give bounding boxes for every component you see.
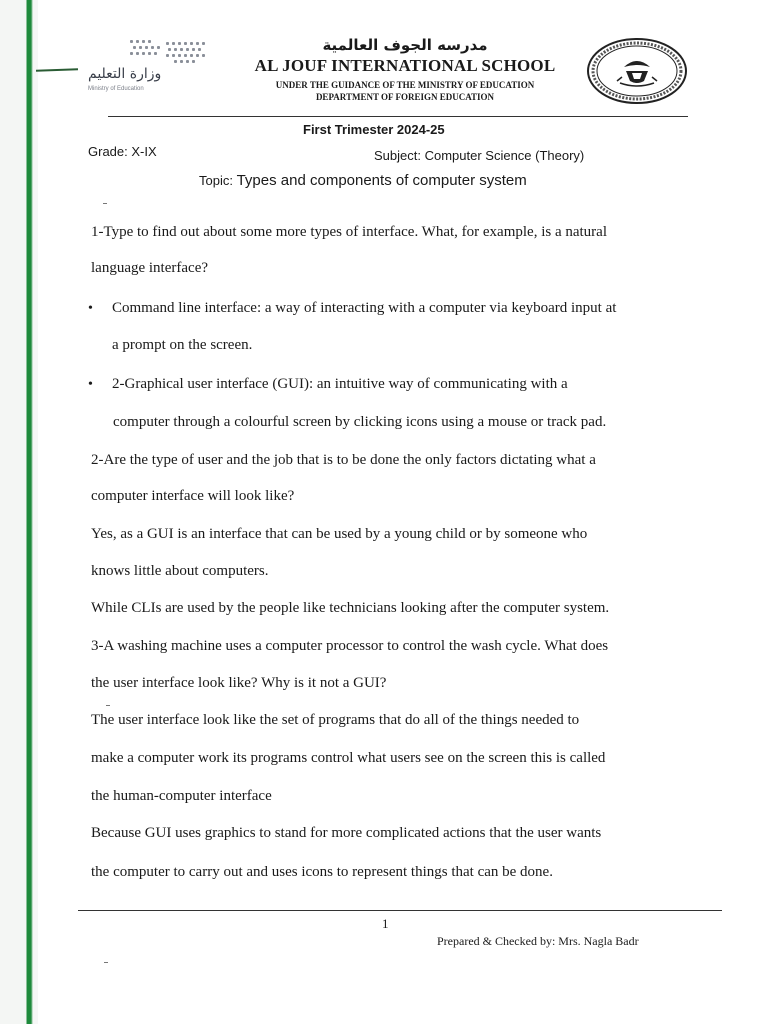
department-line: DEPARTMENT OF FOREIGN EDUCATION (315, 92, 495, 102)
subject-label: Subject: Computer Science (Theory) (374, 148, 585, 163)
ministry-name-arabic: وزارة التعليم (88, 66, 162, 82)
stray-mark (104, 962, 108, 963)
page-number: 1 (382, 916, 389, 931)
stray-mark (106, 705, 110, 706)
body-line: knows little about computers. (91, 563, 269, 579)
body-line: the human-computer interface (91, 788, 272, 804)
body-line: computer through a colourful screen by clicking icons using a mouse or track pad. (113, 414, 607, 430)
grade-label: Grade: X-IX (88, 144, 157, 159)
body-line: The user interface look like the set of programs that do all of the things needed to (91, 712, 580, 728)
footer-divider (78, 910, 722, 911)
page-edge-strip (0, 0, 38, 1024)
body-line: Command line interface: a way of interacting with a computer via keyboard input at (112, 300, 617, 316)
topic-line (199, 172, 527, 189)
ministry-name-english: Ministry of Education (88, 86, 144, 92)
body-line: a prompt on the screen. (112, 337, 253, 353)
body-line: 1-Type to find out about some more types of interface. What, for example, is a natural (91, 224, 608, 240)
body-line: the computer to carry out and uses icons to represent things that can be done. (91, 864, 553, 880)
body-line: computer interface will look like? (91, 488, 295, 504)
body-line: 2-Graphical user interface (GUI): an intuitive way of communicating with a (112, 376, 568, 392)
school-header (230, 36, 580, 103)
stray-mark (103, 203, 107, 204)
school-name-arabic: مدرسه الجوف العالمية (322, 36, 488, 54)
bullet-icon: • (88, 301, 93, 316)
school-seal-icon (586, 37, 688, 105)
body-line: 3-A washing machine uses a computer processor to control the wash cycle. What does (91, 638, 609, 654)
body-line: language interface? (91, 260, 209, 276)
body-line: Because GUI uses graphics to stand for more complicated actions that the user wants (91, 825, 602, 841)
body-line: 2-Are the type of user and the job that is to be done the only factors dictating what a (91, 452, 596, 468)
bullet-icon: • (88, 377, 93, 392)
body-line: While CLIs are used by the people like technicians looking after the computer system. (91, 600, 610, 616)
ink-mark (36, 68, 78, 71)
topic-label: Topic: (199, 173, 233, 188)
prepared-by: Prepared & Checked by: Mrs. Nagla Badr (437, 934, 639, 948)
trimester-label: First Trimester 2024-25 (303, 122, 445, 137)
guidance-line: UNDER THE GUIDANCE OF THE MINISTRY OF EDUCATION (275, 80, 535, 90)
school-name-english: AL JOUF INTERNATIONAL SCHOOL (254, 56, 556, 75)
ministry-logo (88, 36, 208, 100)
body-line: make a computer work its programs control what users see on the screen this is called (91, 750, 606, 766)
body-line: the user interface look like? Why is it not a GUI? (91, 675, 387, 691)
ministry-logo-dots-icon (130, 38, 210, 64)
topic-value: Types and components of computer system (236, 172, 527, 189)
header-divider (108, 116, 688, 117)
body-line: Yes, as a GUI is an interface that can be used by a young child or by someone who (91, 526, 588, 542)
